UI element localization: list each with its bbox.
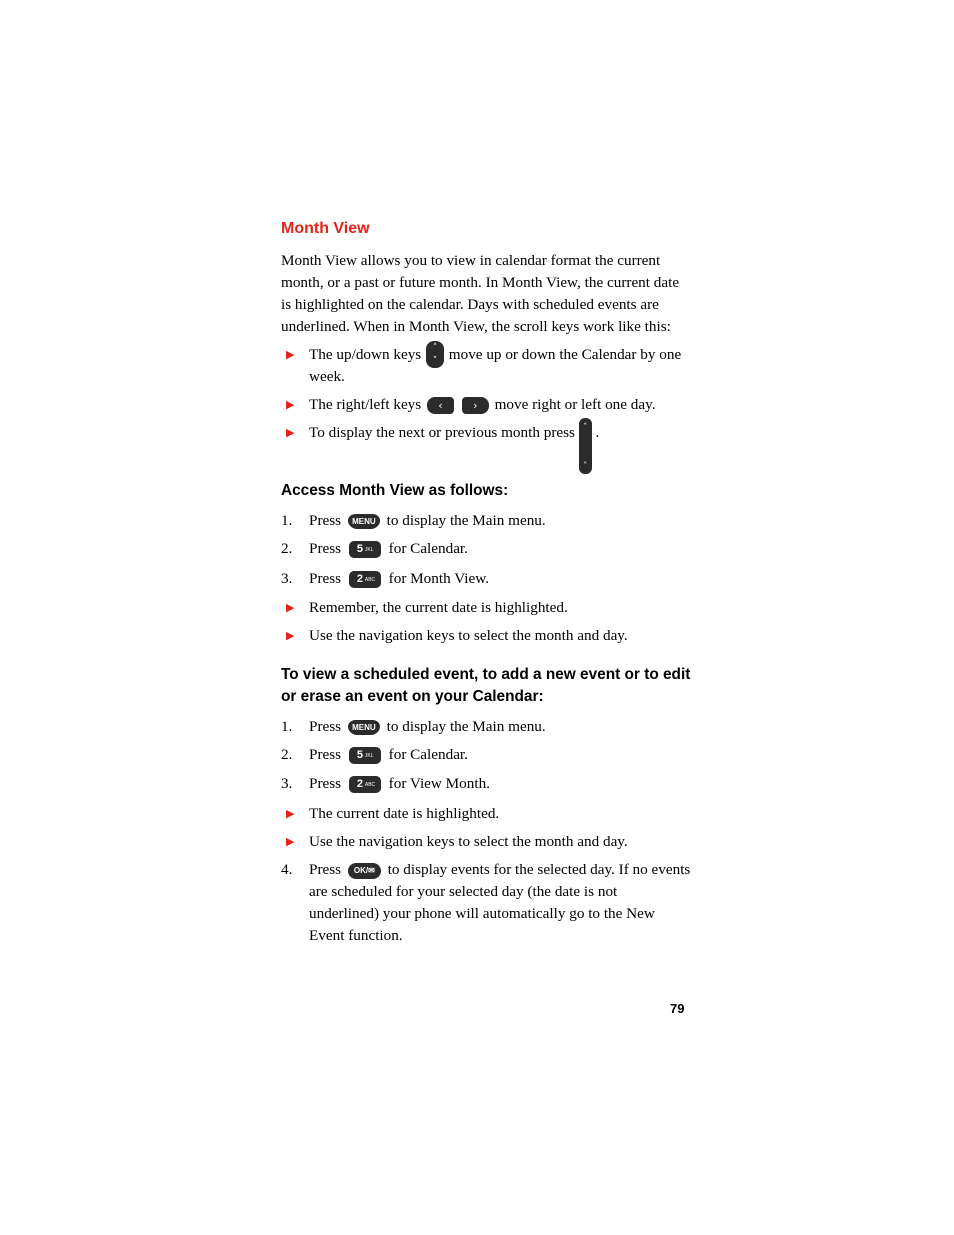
list-item: ▶ The up/down keys ˄ ˅ move up or down the Calendar by one week. <box>286 343 682 385</box>
left-key-icon: ‹ <box>427 397 454 414</box>
bullet-icon: ▶ <box>286 399 295 411</box>
step-item: 4. Press OK/✉ to display events for the selected day. If no events are scheduled for your selected day (the date is not underlined) your phone will automatically go to the New Event function. <box>281 861 691 944</box>
intro-paragraph: Month View allows you to view in calendar format the current month, or a past or future month. In Month View, the current date is highlighted on the calendar. Days with scheduled events are underlined. When in Month View, the scroll keys work like this: <box>281 252 680 335</box>
right-key-icon: › <box>462 397 489 414</box>
list-item: ▶ Remember, the current date is highlighted. <box>281 597 691 619</box>
side-volume-key-icon: ˄ ˅ <box>579 418 592 474</box>
bullet-icon: ▶ <box>286 427 295 439</box>
bullet-icon: ▶ <box>286 836 295 848</box>
steps-list <box>281 716 691 947</box>
list-item: ▶ Use the navigation keys to select the month and day. <box>281 625 691 647</box>
bullet-icon: ▶ <box>286 808 295 820</box>
list-item: ▶ To display the next or previous month press ˄ ˅ . <box>281 422 691 474</box>
step-item: 2. Press 5 JKL for Calendar. <box>281 746 468 763</box>
key-2-icon: 2 ABC <box>349 571 381 588</box>
bullet-icon: ▶ <box>286 602 295 614</box>
key-2-icon: 2 ABC <box>349 776 381 793</box>
step-item: 3. Press 2 ABC for View Month. <box>281 775 490 792</box>
page-number: 79 <box>670 1001 685 1016</box>
step-item: 3. Press 2 ABC for Month View. <box>281 570 489 587</box>
bullet-icon: ▶ <box>286 630 295 642</box>
step-item: 1. Press MENU to display the Main menu. <box>281 512 546 529</box>
menu-key-icon: MENU <box>348 514 380 529</box>
page-title: Month View <box>281 220 370 237</box>
section-heading: To view a scheduled event, to add a new event or to edit or erase an event on your Calendar: <box>281 666 691 705</box>
steps-list <box>281 510 691 647</box>
list-item: ▶ Use the navigation keys to select the month and day. <box>281 831 691 853</box>
key-5-icon: 5 JKL <box>349 747 381 764</box>
menu-key-icon: MENU <box>348 720 380 735</box>
list-item: ▶ The current date is highlighted. <box>281 803 691 825</box>
ok-key-icon: OK/✉ <box>348 863 381 879</box>
bullet-icon: ▶ <box>286 349 295 361</box>
section-heading: Access Month View as follows: <box>281 482 509 499</box>
up-down-key-icon: ˄ ˅ <box>426 341 444 368</box>
manual-page <box>281 218 691 947</box>
step-item: 2. Press 5 JKL for Calendar. <box>281 540 468 557</box>
key-5-icon: 5 JKL <box>349 541 381 558</box>
scroll-keys-list <box>281 344 691 474</box>
step-item: 1. Press MENU to display the Main menu. <box>281 718 546 735</box>
list-item: ▶ The right/left keys ‹ › move right or left one day. <box>281 394 691 416</box>
